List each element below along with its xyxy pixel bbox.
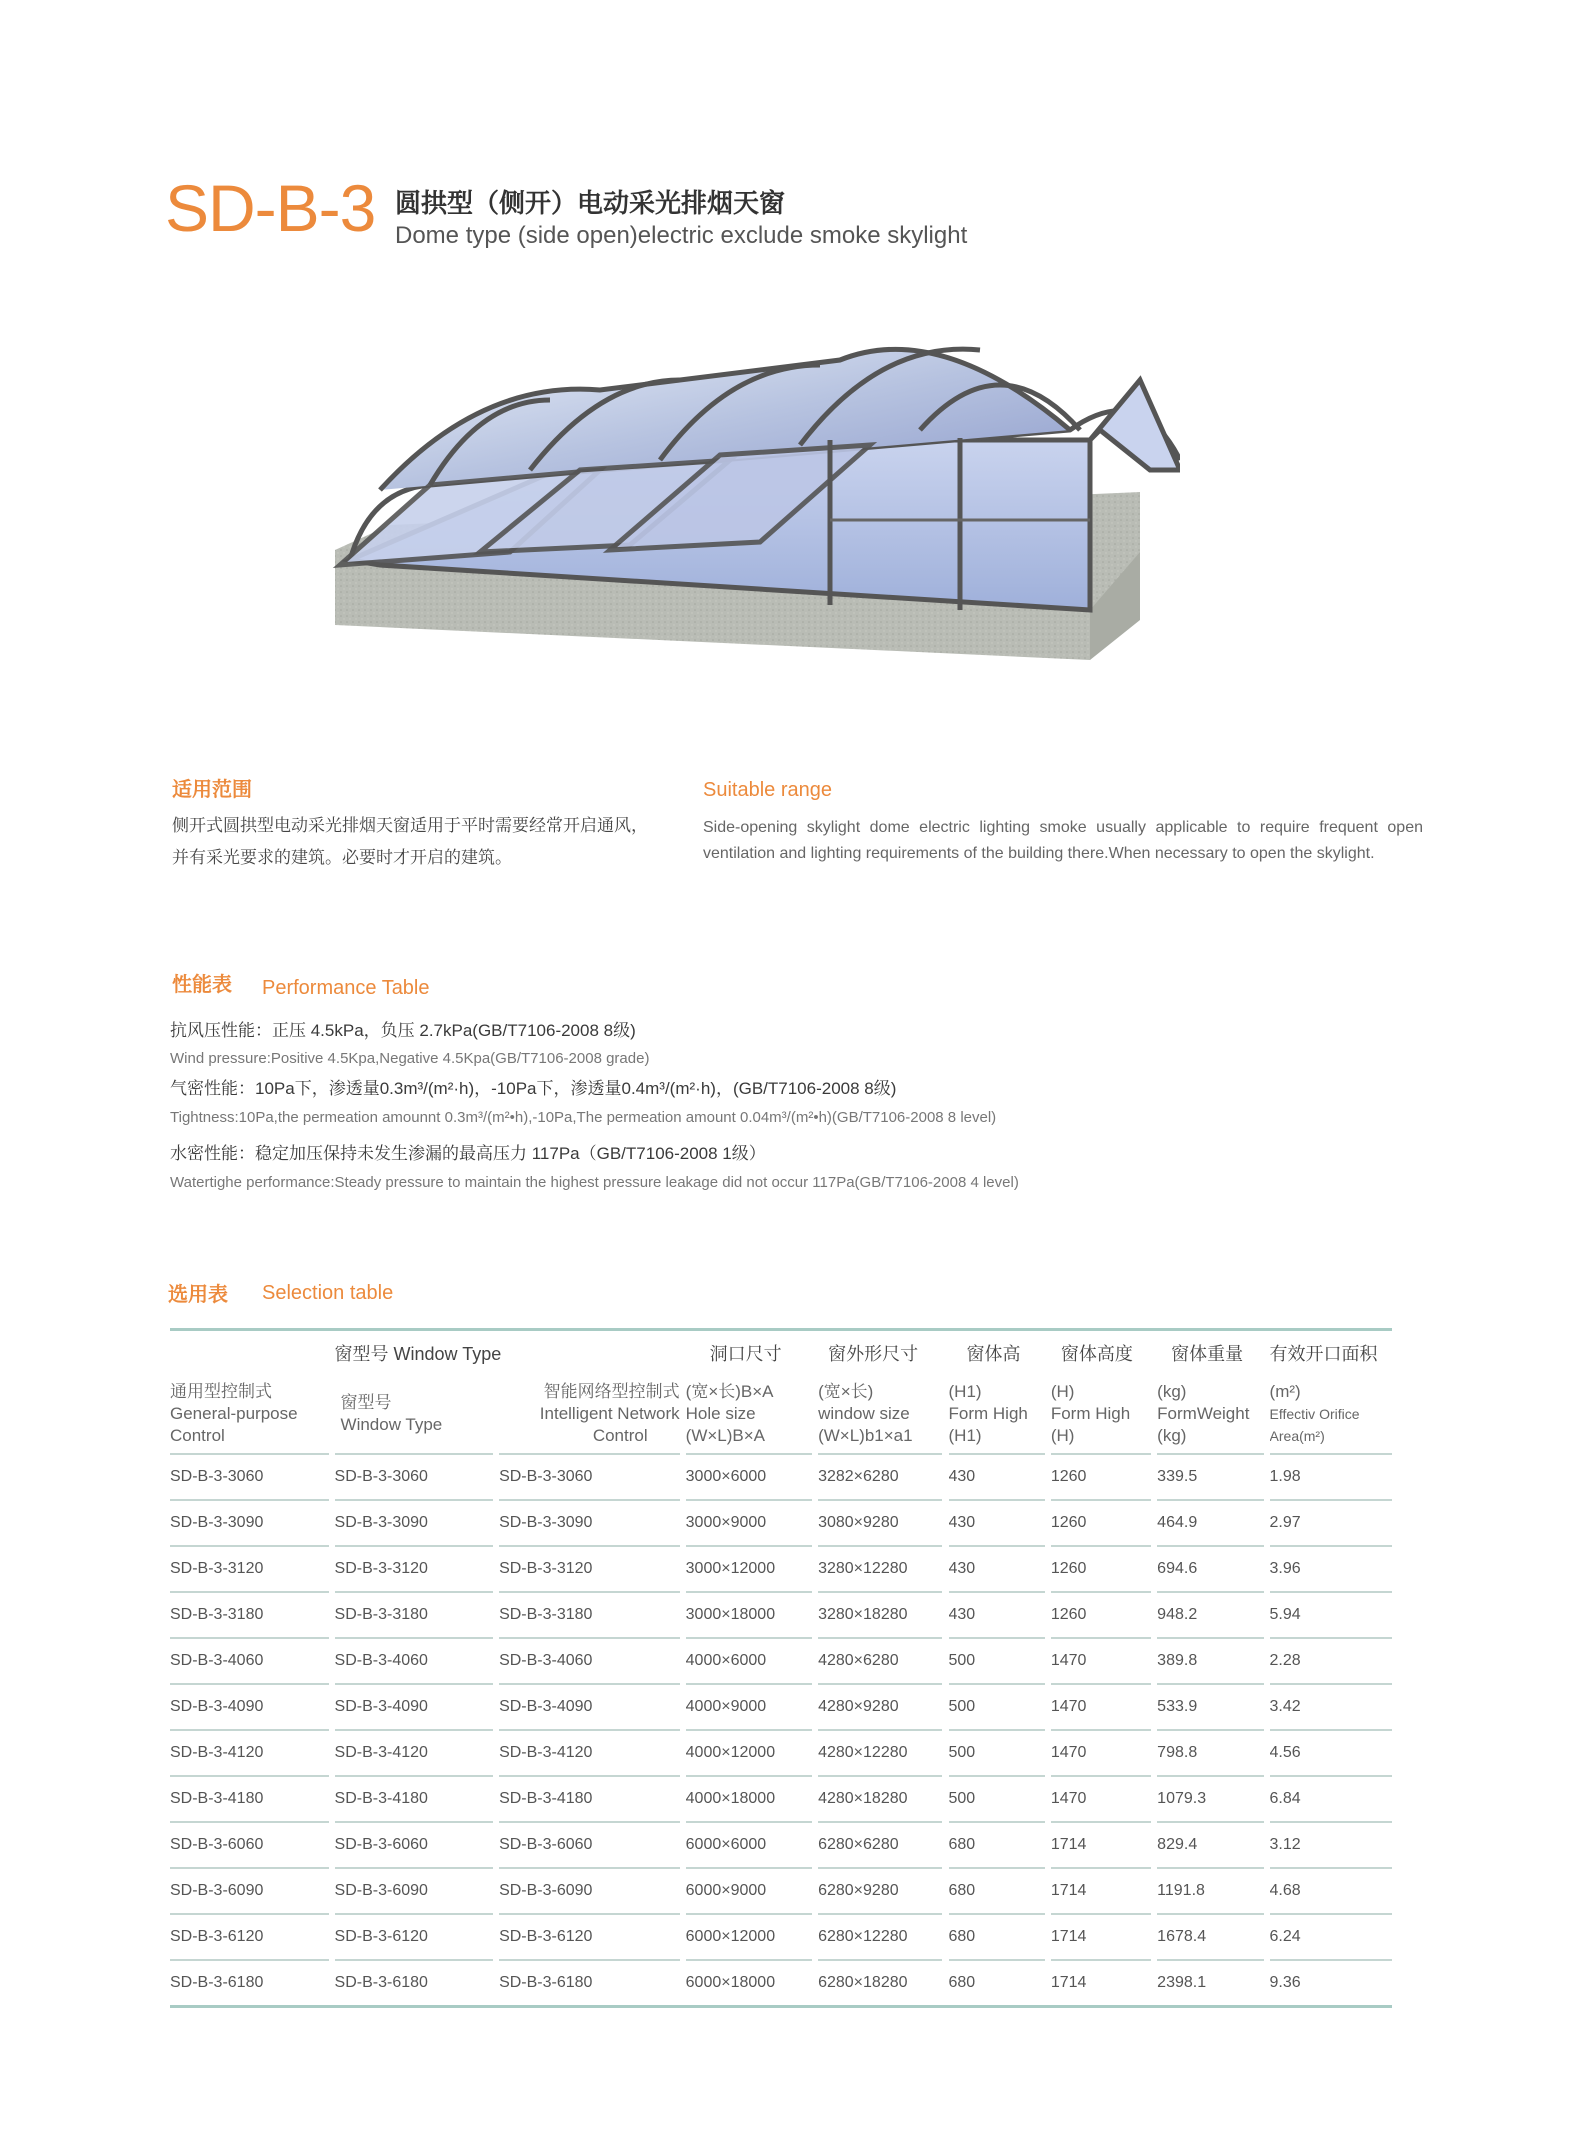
form-weight-cell: 464.9 bbox=[1157, 1499, 1263, 1545]
table-row bbox=[170, 1683, 1392, 1729]
general-purpose-control-cn: 通用型控制式 bbox=[170, 1382, 272, 1401]
intelligent-control-en1: Intelligent Network bbox=[539, 1404, 680, 1423]
wind-pressure-cn: 抗风压性能：正压 4.5kPa，负压 2.7kPa(GB/T7106-2008 8级) bbox=[170, 1021, 636, 1040]
table-row bbox=[170, 1913, 1392, 1959]
orifice-area-cell: 3.96 bbox=[1270, 1545, 1392, 1591]
form-high-h-cell: 1714 bbox=[1051, 1867, 1151, 1913]
hole-size-cell: 4000×18000 bbox=[686, 1775, 812, 1821]
intelligent-network-model-cell: SD-B-3-3180 bbox=[499, 1591, 680, 1637]
suitable-range-heading-cn: 适用范围 bbox=[172, 779, 252, 801]
form-weight-cell: 829.4 bbox=[1157, 1821, 1263, 1867]
window-size-cell: 4280×6280 bbox=[818, 1637, 942, 1683]
form-high-h-cell: 1470 bbox=[1051, 1683, 1151, 1729]
general-purpose-control-header bbox=[170, 1375, 329, 1453]
form-high-h1-cell: 430 bbox=[949, 1499, 1045, 1545]
form-high-h1-cell: 680 bbox=[949, 1913, 1045, 1959]
table-row bbox=[170, 1545, 1392, 1591]
window-type-model-cell: SD-B-3-6060 bbox=[335, 1821, 494, 1867]
general-purpose-model-cell: SD-B-3-6180 bbox=[170, 1959, 329, 2008]
form-high-h1-cell: 680 bbox=[949, 1821, 1045, 1867]
hole-size-cell: 6000×12000 bbox=[686, 1913, 812, 1959]
form-high-h-subheader bbox=[1051, 1375, 1151, 1453]
air-tightness-cn: 气密性能：10Pa下，渗透量0.3m³/(m²·h)，-10Pa下，渗透量0.4m³/(m²·h)，(GB/T7106-2008 8级) bbox=[170, 1079, 897, 1098]
form-weight-unit2: (kg) bbox=[1157, 1426, 1187, 1445]
form-weight-cell: 1191.8 bbox=[1157, 1867, 1263, 1913]
form-weight-cell: 339.5 bbox=[1157, 1453, 1263, 1499]
water-tightness-en: Watertighe performance:Steady pressure to maintain the highest pressure leakage did not occur 117Pa(GB/T7106-2008 4 level) bbox=[170, 1174, 1019, 1191]
window-type-model-cell: SD-B-3-6090 bbox=[335, 1867, 494, 1913]
intelligent-network-model-cell: SD-B-3-6120 bbox=[499, 1913, 680, 1959]
intelligent-control-cn: 智能网络型控制式 bbox=[543, 1382, 680, 1401]
window-type-model-cell: SD-B-3-6180 bbox=[335, 1959, 494, 2008]
form-high-h-unit: (H) bbox=[1050, 1382, 1075, 1401]
general-purpose-model-cell: SD-B-3-6120 bbox=[170, 1913, 329, 1959]
table-row bbox=[170, 1775, 1392, 1821]
selection-table-container bbox=[170, 1328, 1392, 2008]
window-size-sub-cn: (宽×长) bbox=[818, 1382, 874, 1401]
form-high-h-cell: 1260 bbox=[1051, 1545, 1151, 1591]
form-high-h-unit2: (H) bbox=[1050, 1426, 1075, 1445]
window-type-model-cell: SD-B-3-4180 bbox=[335, 1775, 494, 1821]
product-title-en: Dome type (side open)electric exclude smoke skylight bbox=[395, 222, 968, 249]
orifice-area-cell: 5.94 bbox=[1270, 1591, 1392, 1637]
general-purpose-model-cell: SD-B-3-6090 bbox=[170, 1867, 329, 1913]
hole-size-cell: 3000×9000 bbox=[686, 1499, 812, 1545]
performance-heading-cn: 性能表 bbox=[172, 974, 232, 996]
hole-size-cell: 3000×12000 bbox=[686, 1545, 812, 1591]
orifice-area-cell: 6.84 bbox=[1270, 1775, 1392, 1821]
hole-size-header: 洞口尺寸 bbox=[686, 1328, 812, 1375]
skylight-illustration bbox=[280, 320, 1180, 660]
selection-heading-en: Selection table bbox=[262, 1282, 394, 1304]
form-high-h1-cell: 680 bbox=[949, 1867, 1045, 1913]
intelligent-network-control-header bbox=[499, 1375, 680, 1453]
form-weight-en: FormWeight bbox=[1157, 1404, 1250, 1423]
orifice-area-cell: 4.68 bbox=[1270, 1867, 1392, 1913]
form-high-h-cell: 1714 bbox=[1051, 1821, 1151, 1867]
wind-pressure-en: Wind pressure:Positive 4.5Kpa,Negative 4.5Kpa(GB/T7106-2008 grade) bbox=[170, 1050, 650, 1067]
general-purpose-model-cell: SD-B-3-4090 bbox=[170, 1683, 329, 1729]
form-weight-cell: 798.8 bbox=[1157, 1729, 1263, 1775]
form-high-h1-cell: 430 bbox=[949, 1591, 1045, 1637]
form-weight-cell: 1678.4 bbox=[1157, 1913, 1263, 1959]
hole-size-sub-en: Hole size bbox=[685, 1404, 756, 1423]
form-weight-unit: (kg) bbox=[1157, 1382, 1187, 1401]
hole-size-cell: 4000×9000 bbox=[686, 1683, 812, 1729]
air-tightness-en: Tightness:10Pa,the permeation amounnt 0.3m³/(m²•h),-10Pa,The permeation amount 0.04m³/(m²•h)(GB/T7106-2008 8 level) bbox=[170, 1109, 997, 1126]
intelligent-network-model-cell: SD-B-3-3120 bbox=[499, 1545, 680, 1591]
form-high-h-cell: 1470 bbox=[1051, 1637, 1151, 1683]
table-row bbox=[170, 1729, 1392, 1775]
form-high-h-header: 窗体高度 bbox=[1051, 1328, 1151, 1375]
intelligent-network-model-cell: SD-B-3-3090 bbox=[499, 1499, 680, 1545]
hole-size-cell: 4000×6000 bbox=[686, 1637, 812, 1683]
water-tightness-cn: 水密性能：稳定加压保持未发生渗漏的最高压力 117Pa（GB/T7106-2008 1级） bbox=[170, 1144, 766, 1163]
selection-heading-cn: 选用表 bbox=[168, 1284, 228, 1306]
general-purpose-control-en1: General-purpose bbox=[170, 1404, 298, 1423]
form-weight-cell: 1079.3 bbox=[1157, 1775, 1263, 1821]
hole-size-sub-cn: (宽×长)B×A bbox=[685, 1382, 774, 1401]
hole-size-cell: 6000×18000 bbox=[686, 1959, 812, 2008]
form-high-h1-cell: 680 bbox=[949, 1959, 1045, 2008]
intelligent-network-model-cell: SD-B-3-3060 bbox=[499, 1453, 680, 1499]
orifice-area-cell: 3.42 bbox=[1270, 1683, 1392, 1729]
intelligent-network-model-cell: SD-B-3-4120 bbox=[499, 1729, 680, 1775]
window-type-model-cell: SD-B-3-3060 bbox=[335, 1453, 494, 1499]
table-row bbox=[170, 1637, 1392, 1683]
intelligent-network-model-cell: SD-B-3-4180 bbox=[499, 1775, 680, 1821]
orifice-area-unit2: Area(m²) bbox=[1269, 1428, 1325, 1444]
form-high-h1-unit2: (H1) bbox=[948, 1426, 982, 1445]
general-purpose-model-cell: SD-B-3-3120 bbox=[170, 1545, 329, 1591]
general-purpose-model-cell: SD-B-3-3180 bbox=[170, 1591, 329, 1637]
hole-size-cell: 6000×9000 bbox=[686, 1867, 812, 1913]
general-purpose-model-cell: SD-B-3-3090 bbox=[170, 1499, 329, 1545]
window-type-model-cell: SD-B-3-4090 bbox=[335, 1683, 494, 1729]
form-high-h1-subheader bbox=[949, 1375, 1045, 1453]
selection-table-body bbox=[170, 1453, 1392, 2008]
suitable-range-text-cn: 侧开式圆拱型电动采光排烟天窗适用于平时需要经常开启通风，并有采光要求的建筑。必要时才开启的建筑。 bbox=[172, 816, 648, 867]
general-purpose-model-cell: SD-B-3-4120 bbox=[170, 1729, 329, 1775]
orifice-area-cell: 1.98 bbox=[1270, 1453, 1392, 1499]
form-high-h1-cell: 500 bbox=[949, 1775, 1045, 1821]
form-high-h1-cell: 430 bbox=[949, 1453, 1045, 1499]
form-high-h1-unit: (H1) bbox=[948, 1382, 982, 1401]
form-weight-cell: 533.9 bbox=[1157, 1683, 1263, 1729]
form-high-h-cell: 1470 bbox=[1051, 1729, 1151, 1775]
form-weight-cell: 389.8 bbox=[1157, 1637, 1263, 1683]
intelligent-network-model-cell: SD-B-3-4090 bbox=[499, 1683, 680, 1729]
form-high-h-cell: 1260 bbox=[1051, 1499, 1151, 1545]
window-type-en: Window Type bbox=[340, 1415, 443, 1434]
window-size-cell: 6280×18280 bbox=[818, 1959, 942, 2008]
form-high-h1-cell: 430 bbox=[949, 1545, 1045, 1591]
hole-size-cell: 3000×6000 bbox=[686, 1453, 812, 1499]
hole-size-sub-formula: (W×L)B×A bbox=[685, 1426, 766, 1445]
intelligent-network-model-cell: SD-B-3-6180 bbox=[499, 1959, 680, 2008]
orifice-area-unit: (m²) bbox=[1269, 1382, 1301, 1401]
window-size-cell: 6280×6280 bbox=[818, 1821, 942, 1867]
orifice-area-header: 有效开口面积 bbox=[1270, 1328, 1392, 1375]
form-weight-header: 窗体重量 bbox=[1157, 1328, 1263, 1375]
window-type-group-header: 窗型号 Window Type bbox=[335, 1328, 680, 1375]
table-row bbox=[170, 1821, 1392, 1867]
window-size-cell: 6280×12280 bbox=[818, 1913, 942, 1959]
table-row bbox=[170, 1499, 1392, 1545]
selection-table bbox=[170, 1328, 1392, 2008]
intelligent-network-model-cell: SD-B-3-6060 bbox=[499, 1821, 680, 1867]
orifice-area-en: Effectiv Orifice bbox=[1269, 1406, 1360, 1422]
window-size-cell: 4280×9280 bbox=[818, 1683, 942, 1729]
window-size-cell: 3280×12280 bbox=[818, 1545, 942, 1591]
intelligent-network-model-cell: SD-B-3-6090 bbox=[499, 1867, 680, 1913]
orifice-area-cell: 4.56 bbox=[1270, 1729, 1392, 1775]
form-high-h-en: Form High bbox=[1050, 1404, 1131, 1423]
window-type-model-cell: SD-B-3-3090 bbox=[335, 1499, 494, 1545]
orifice-area-cell: 3.12 bbox=[1270, 1821, 1392, 1867]
window-type-model-cell: SD-B-3-6120 bbox=[335, 1913, 494, 1959]
form-weight-cell: 694.6 bbox=[1157, 1545, 1263, 1591]
window-size-cell: 3280×18280 bbox=[818, 1591, 942, 1637]
form-weight-cell: 2398.1 bbox=[1157, 1959, 1263, 2008]
window-type-cn: 窗型号 bbox=[340, 1393, 392, 1412]
form-high-h-cell: 1714 bbox=[1051, 1959, 1151, 2008]
orifice-area-cell: 6.24 bbox=[1270, 1913, 1392, 1959]
window-size-cell: 6280×9280 bbox=[818, 1867, 942, 1913]
form-high-h1-en: Form High bbox=[948, 1404, 1028, 1423]
window-type-model-cell: SD-B-3-4120 bbox=[335, 1729, 494, 1775]
suitable-range-heading-en: Suitable range bbox=[703, 779, 832, 801]
table-row bbox=[170, 1453, 1392, 1499]
window-size-subheader bbox=[818, 1375, 942, 1453]
hole-size-cell: 4000×12000 bbox=[686, 1729, 812, 1775]
form-high-h1-cell: 500 bbox=[949, 1637, 1045, 1683]
intelligent-network-model-cell: SD-B-3-4060 bbox=[499, 1637, 680, 1683]
hole-size-cell: 6000×6000 bbox=[686, 1821, 812, 1867]
general-purpose-model-cell: SD-B-3-4060 bbox=[170, 1637, 329, 1683]
orifice-area-cell: 2.97 bbox=[1270, 1499, 1392, 1545]
orifice-area-cell: 2.28 bbox=[1270, 1637, 1392, 1683]
window-size-cell: 3282×6280 bbox=[818, 1453, 942, 1499]
window-size-sub-en: window size bbox=[818, 1404, 910, 1423]
suitable-range-text-en: Side-opening skylight dome electric lighting smoke usually applicable to require frequent open ventilation and lighting requirements of the building there.When necessary to open the skylight. bbox=[703, 819, 1423, 862]
table-row bbox=[170, 1959, 1392, 2008]
window-type-model-cell: SD-B-3-3180 bbox=[335, 1591, 494, 1637]
window-size-cell: 4280×18280 bbox=[818, 1775, 942, 1821]
orifice-area-cell: 9.36 bbox=[1270, 1959, 1392, 2008]
form-high-h-cell: 1260 bbox=[1051, 1453, 1151, 1499]
form-high-h1-header: 窗体高 bbox=[949, 1328, 1045, 1375]
window-type-model-cell: SD-B-3-4060 bbox=[335, 1637, 494, 1683]
hole-size-subheader bbox=[686, 1375, 812, 1453]
window-type-header bbox=[335, 1375, 494, 1453]
form-weight-subheader bbox=[1157, 1375, 1263, 1453]
form-high-h-cell: 1470 bbox=[1051, 1775, 1151, 1821]
form-high-h-cell: 1714 bbox=[1051, 1913, 1151, 1959]
table-row bbox=[170, 1867, 1392, 1913]
window-size-cell: 3080×9280 bbox=[818, 1499, 942, 1545]
product-code: SD-B-3 bbox=[165, 171, 376, 245]
form-high-h-cell: 1260 bbox=[1051, 1591, 1151, 1637]
window-size-cell: 4280×12280 bbox=[818, 1729, 942, 1775]
intelligent-control-en2: Control bbox=[592, 1426, 648, 1445]
general-purpose-control-en2: Control bbox=[170, 1426, 225, 1445]
performance-heading-en: Performance Table bbox=[262, 977, 430, 999]
general-purpose-model-cell: SD-B-3-4180 bbox=[170, 1775, 329, 1821]
general-purpose-model-cell: SD-B-3-6060 bbox=[170, 1821, 329, 1867]
form-high-h1-cell: 500 bbox=[949, 1729, 1045, 1775]
table-row bbox=[170, 1591, 1392, 1637]
general-purpose-model-cell: SD-B-3-3060 bbox=[170, 1453, 329, 1499]
window-size-sub-formula: (W×L)b1×a1 bbox=[818, 1426, 913, 1445]
form-high-h1-cell: 500 bbox=[949, 1683, 1045, 1729]
window-type-model-cell: SD-B-3-3120 bbox=[335, 1545, 494, 1591]
orifice-area-subheader bbox=[1270, 1375, 1392, 1453]
hole-size-cell: 3000×18000 bbox=[686, 1591, 812, 1637]
product-title-cn: 圆拱型（侧开）电动采光排烟天窗 bbox=[395, 188, 786, 218]
form-weight-cell: 948.2 bbox=[1157, 1591, 1263, 1637]
window-size-header: 窗外形尺寸 bbox=[818, 1328, 942, 1375]
